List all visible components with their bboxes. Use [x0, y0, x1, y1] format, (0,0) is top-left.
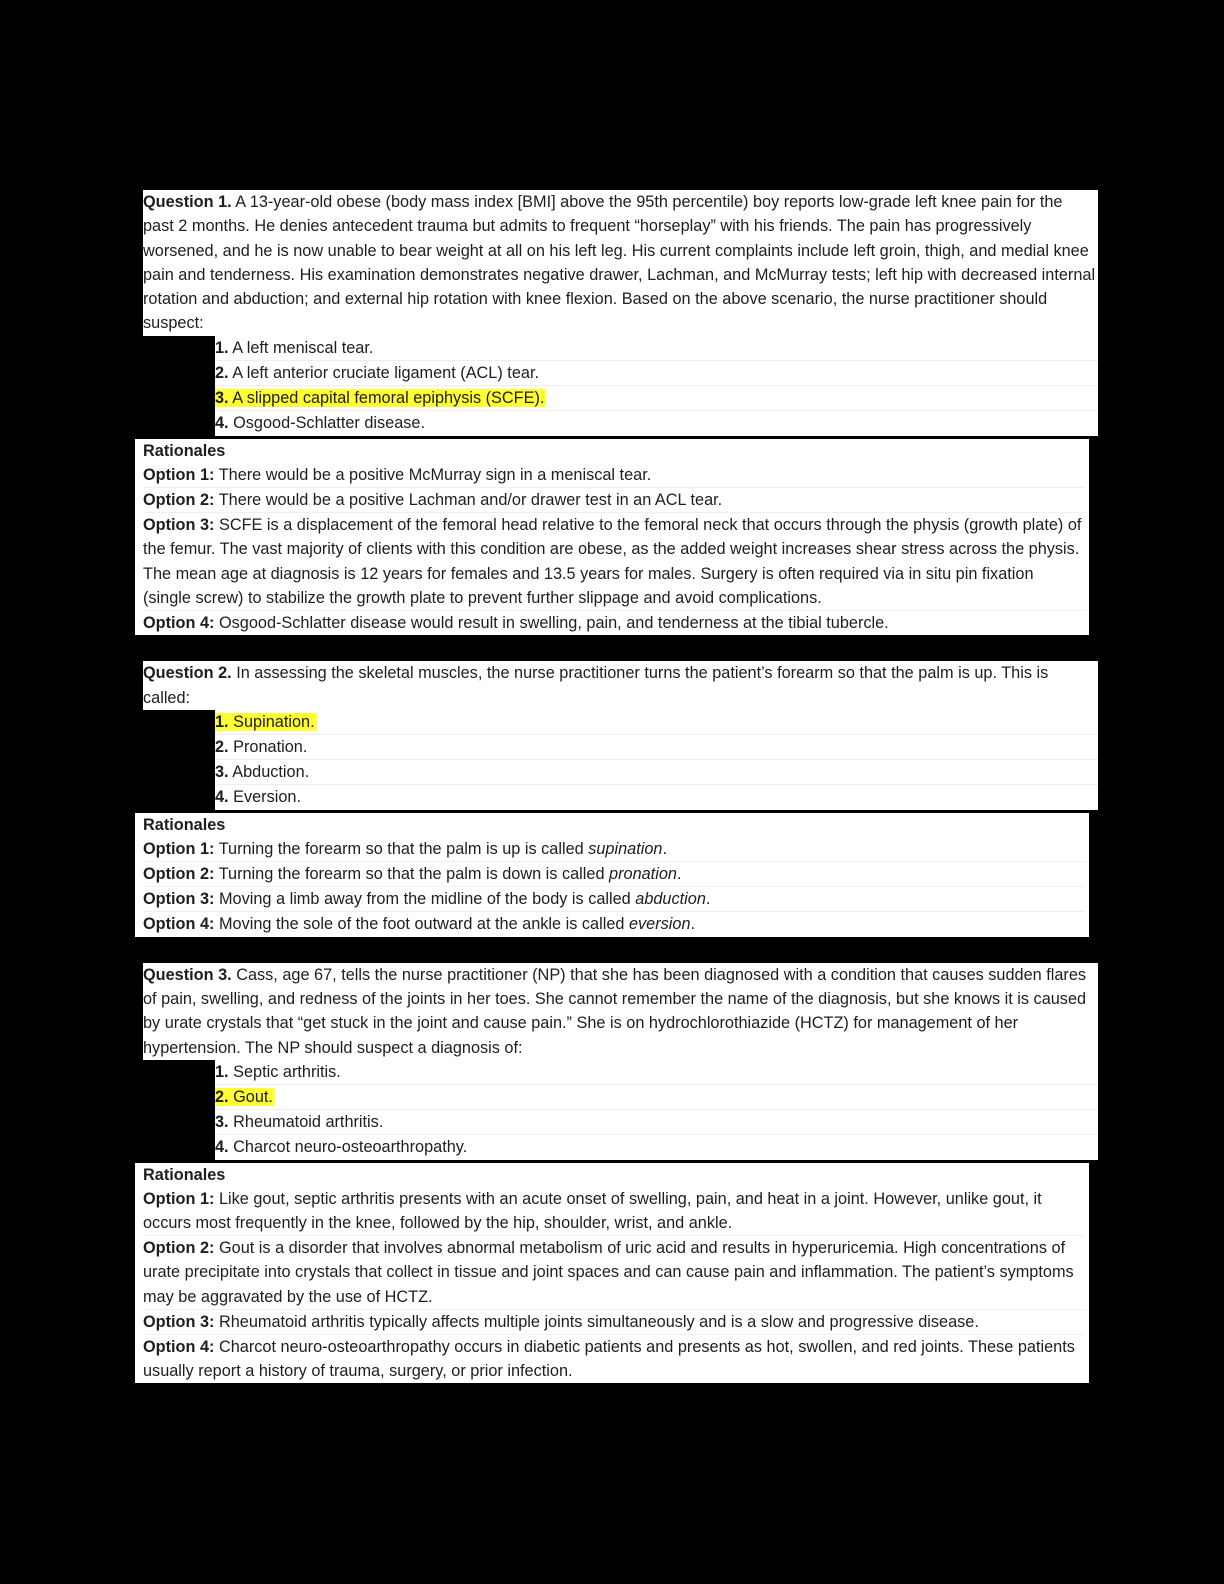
answer-list: [215, 1060, 1098, 1161]
rationales-box: [135, 439, 1089, 636]
rationale-option-3: Option 3: Rheumatoid arthritis typically affects multiple joints simultaneously and is a slow and progressive disease.: [143, 1310, 1085, 1335]
answer-option-3: 3. Abduction.: [215, 760, 1098, 785]
answer-option-3: 3. Rheumatoid arthritis.: [215, 1110, 1098, 1135]
rationale-option-1: Option 1: There would be a positive McMurray sign in a meniscal tear.: [143, 463, 1085, 488]
rationales-box: [135, 813, 1089, 937]
question-label: Question 3.: [143, 965, 232, 984]
question-stem: [143, 190, 1098, 336]
rationales-heading: Rationales: [143, 441, 226, 460]
answer-option-4: 4. Charcot neuro-osteoarthropathy.: [215, 1135, 1098, 1160]
rationale-option-4: Option 4: Moving the sole of the foot outward at the ankle is called eversion.: [143, 915, 696, 934]
rationale-option-1: Option 1: Like gout, septic arthritis presents with an acute onset of swelling, pain, and heat in a joint. However, unlike gout, it occurs most frequently in the knee, followed by the hip, shoulder, wrist, and ankle.: [143, 1187, 1085, 1236]
question-block-3: [143, 963, 1088, 1384]
rationale-option-3: Option 3: Moving a limb away from the midline of the body is called abduction.: [143, 887, 1085, 912]
question-stem: [143, 963, 1098, 1060]
question-stem: [143, 661, 1098, 710]
rationales-heading: Rationales: [143, 815, 226, 834]
answer-option-2: 2. A left anterior cruciate ligament (ACL) tear.: [215, 361, 1098, 386]
answer-option-2: 2. Pronation.: [215, 735, 1098, 760]
rationale-option-2: Option 2: Turning the forearm so that the palm is down is called pronation.: [143, 862, 1085, 887]
answer-option-4: 4. Osgood-Schlatter disease.: [215, 411, 1098, 436]
document-page: [143, 190, 1096, 1383]
question-block-2: [143, 661, 1088, 936]
rationales-heading: Rationales: [143, 1165, 226, 1184]
rationale-option-4: Option 4: Charcot neuro-osteoarthropathy occurs in diabetic patients and presents as hot, swollen, and red joints. These patients usually report a history of trauma, surgery, or prior infection.: [143, 1338, 1075, 1381]
answer-option-4: 4. Eversion.: [215, 785, 1098, 810]
question-block-1: [143, 190, 1096, 635]
rationales-box: [135, 1163, 1089, 1384]
answer-option-3-correct: 3. A slipped capital femoral epiphysis (SCFE).: [215, 386, 1098, 411]
answer-list: [215, 336, 1098, 437]
rationale-option-2: Option 2: There would be a positive Lachman and/or drawer test in an ACL tear.: [143, 488, 1085, 513]
rationale-option-3: Option 3: SCFE is a displacement of the femoral head relative to the femoral neck that occurs through the physis (growth plate) of the femur. The vast majority of clients with this condition are obese, as the added weight increases shear stress across the physis. The mean age at diagnosis is 12 years for females and 13.5 years for males. Surgery is often required via in situ pin fixation (single screw) to stabilize the growth plate to prevent further slippage and avoid complications.: [143, 513, 1085, 611]
answer-option-1: 1. A left meniscal tear.: [215, 336, 1098, 361]
question-label: Question 1.: [143, 193, 232, 211]
question-label: Question 2.: [143, 664, 232, 683]
answer-option-2-correct: 2. Gout.: [215, 1085, 1098, 1110]
answer-list: [215, 710, 1098, 811]
question-text: A 13-year-old obese (body mass index [BMI] above the 95th percentile) boy reports low-grade left knee pain for the past 2 months. He denies antecedent trauma but admits to frequent “horseplay” with his friends. The pain has progressively worsened, and he is now unable to bear weight at all on his left leg. His current complaints include left groin, thigh, and medial knee pain and tenderness. His examination demonstrates negative drawer, Lachman, and McMurray tests; left hip with decreased internal rotation and abduction; and external hip rotation with knee flexion. Based on the above scenario, the nurse practitioner should suspect:: [143, 193, 1096, 333]
question-text: Cass, age 67, tells the nurse practitioner (NP) that she has been diagnosed with a condition that causes sudden flares of pain, swelling, and redness of the joints in her toes. She cannot remember the name of the diagnosis, but she knows it is caused by urate crystals that “get stuck in the joint and cause pain.” She is on hydrochlorothiazide (HCTZ) for management of her hypertension. The NP should suspect a diagnosis of:: [143, 965, 1087, 1057]
rationale-option-4: Option 4: Osgood-Schlatter disease would result in swelling, pain, and tenderness at the tibial tubercle.: [143, 614, 889, 633]
answer-option-1: 1. Septic arthritis.: [215, 1060, 1098, 1085]
rationale-option-1: Option 1: Turning the forearm so that the palm is up is called supination.: [143, 837, 1085, 862]
rationale-option-2: Option 2: Gout is a disorder that involves abnormal metabolism of uric acid and results in hyperuricemia. High concentrations of urate precipitate into crystals that collect in tissue and joint spaces and can cause pain and inflammation. The patient’s symptoms may be aggravated by the use of HCTZ.: [143, 1236, 1085, 1310]
answer-option-1-correct: 1. Supination.: [215, 710, 1098, 735]
question-text: In assessing the skeletal muscles, the nurse practitioner turns the patient’s forearm so that the palm is up. This is called:: [143, 664, 1049, 707]
